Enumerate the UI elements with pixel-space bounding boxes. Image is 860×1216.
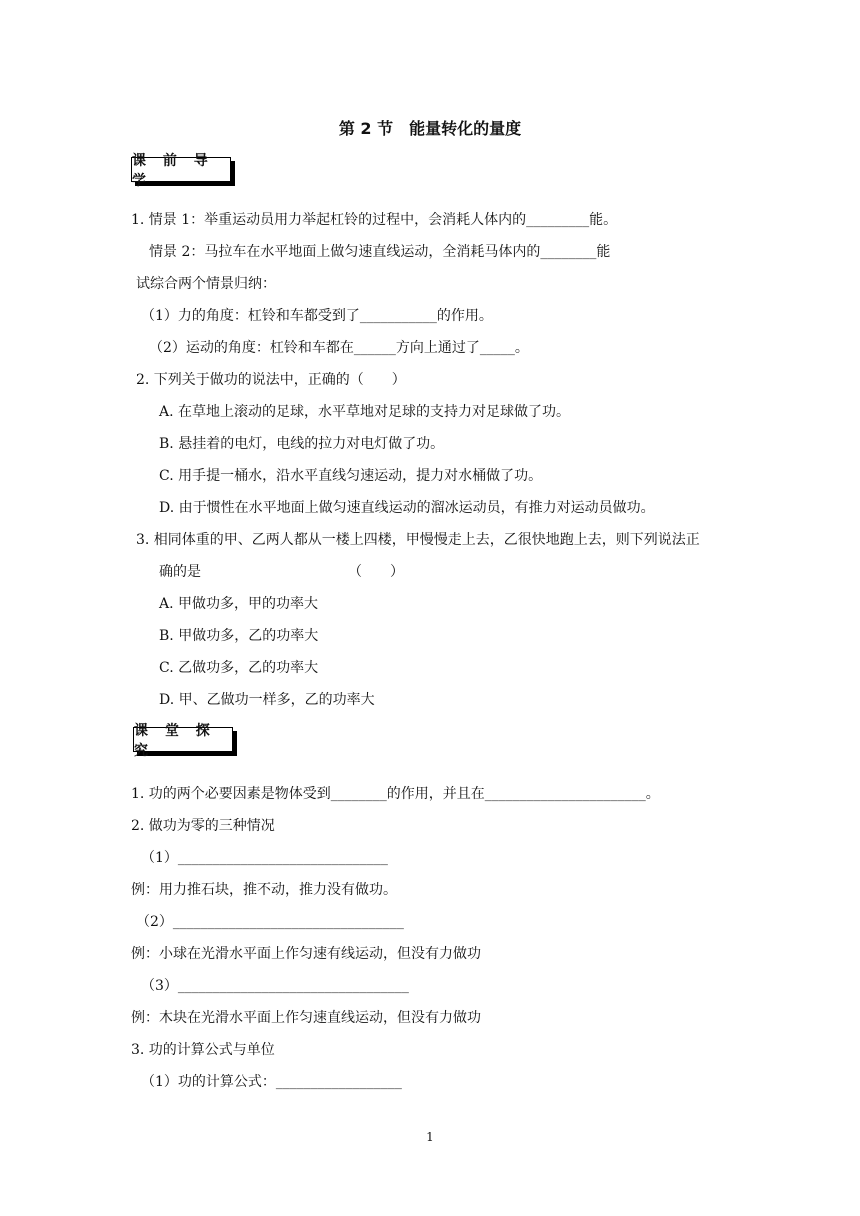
pre-line-12: 确的是 （ ） [159,564,404,580]
class-line-1: 1. 功的两个必要因素是物体受到________的作用，并且在_______________________。 [131,786,660,802]
class-line-5: （2）_________________________________ [136,914,404,930]
class-line-2: 2. 做功为零的三种情况 [131,818,275,834]
pre-line-2: 情景 2：马拉车在水平地面上做匀速直线运动，全消耗马体内的________能 [149,244,611,260]
section-pre-class-header [131,152,231,189]
pre-line-4: （1）力的角度：杠铃和车都受到了___________的作用。 [141,308,493,324]
class-line-8: 例：木块在光滑水平面上作匀速直线运动，但没有力做功 [131,1010,481,1026]
pre-line-10: D. 由于惯性在水平地面上做匀速直线运动的溜冰运动员，有推力对运动员做功。 [159,500,655,516]
section-in-class-header [133,722,233,759]
pre-line-9: C. 用手提一桶水，沿水平直线匀速运动，提力对水桶做了功。 [159,468,543,484]
section-pre-class-label: 课 前 导 学 [132,152,214,189]
class-line-10: （1）功的计算公式：__________________ [141,1074,402,1090]
page-title: 第 2 节 能量转化的量度 [338,119,522,138]
pre-line-1: 1. 情景 1：举重运动员用力举起杠铃的过程中，会消耗人体内的_________能。 [131,212,618,228]
pre-line-16: D. 甲、乙做功一样多，乙的功率大 [159,692,375,708]
class-line-7: （3）_________________________________ [141,978,409,994]
section-in-class-label: 课 堂 探 究 [134,722,216,759]
class-line-4: 例：用力推石块，推不动，推力没有做功。 [131,882,397,898]
class-line-6: 例：小球在光滑水平面上作匀速有线运动，但没有力做功 [131,946,481,962]
pre-line-11: 3. 相同体重的甲、乙两人都从一楼上四楼，甲慢慢走上去，乙很快地跑上去，则下列说法正 [136,532,700,548]
page-number: 1 [426,1130,434,1144]
class-line-9: 3. 功的计算公式与单位 [131,1042,275,1058]
pre-line-7: A. 在草地上滚动的足球，水平草地对足球的支持力对足球做了功。 [159,404,571,420]
class-line-3: （1）______________________________ [141,850,388,866]
pre-line-14: B. 甲做功多，乙的功率大 [159,628,319,644]
pre-line-3: 试综合两个情景归纳： [136,276,276,292]
pre-line-13: A. 甲做功多，甲的功率大 [159,596,319,612]
pre-line-6: 2. 下列关于做功的说法中，正确的（ ） [136,372,406,388]
pre-line-5: （2）运动的角度：杠铃和车都在______方向上通过了_____。 [149,340,529,356]
pre-line-8: B. 悬挂着的电灯，电线的拉力对电灯做了功。 [159,436,445,452]
pre-line-15: C. 乙做功多，乙的功率大 [159,660,319,676]
